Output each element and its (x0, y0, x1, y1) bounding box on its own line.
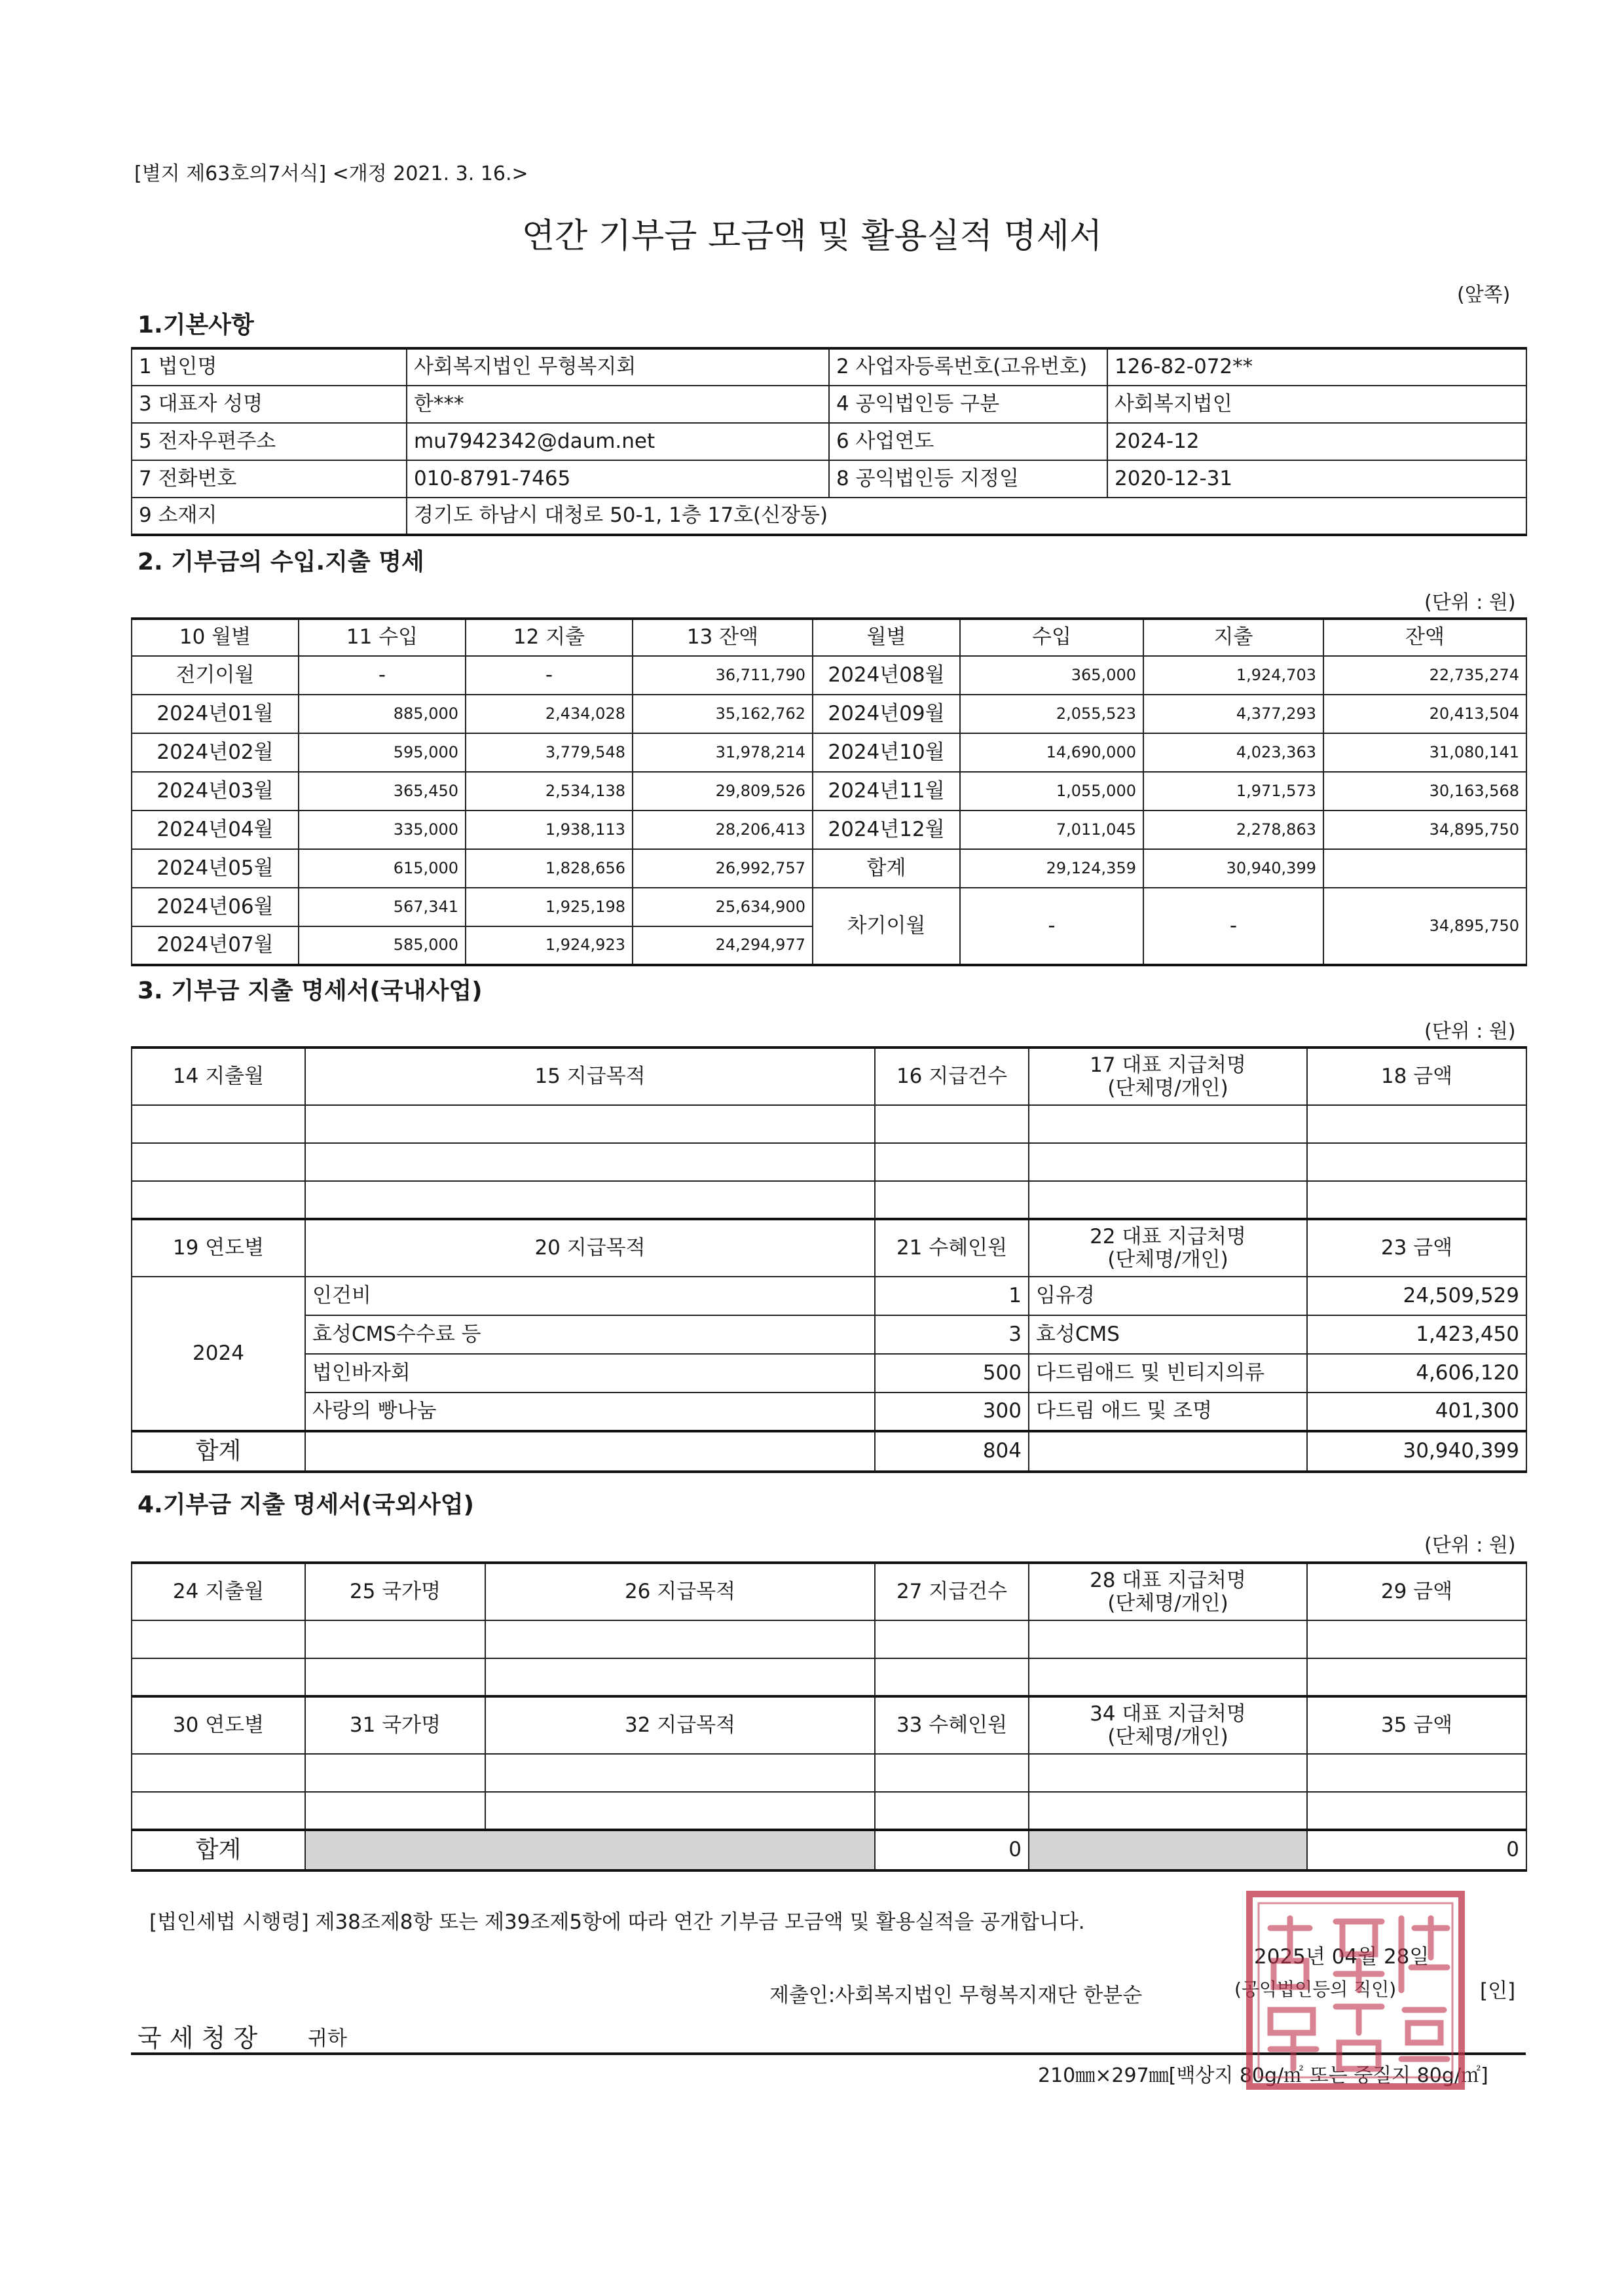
header-line: 17 대표 지급처명 (1090, 1053, 1246, 1078)
column-header (1029, 1219, 1307, 1277)
balance-cell (1323, 849, 1526, 888)
month-cell: 2024년09월 (813, 695, 960, 733)
page-side: (앞쪽) (1457, 283, 1511, 306)
empty-cell (1307, 1754, 1526, 1792)
income-cell: 585,000 (299, 926, 466, 965)
domestic-row (132, 1315, 1526, 1354)
balance-cell: 20,413,504 (1323, 695, 1526, 733)
empty-cell (875, 1658, 1029, 1696)
income-cell: 2,055,523 (960, 695, 1143, 733)
balance-cell: 22,735,274 (1323, 656, 1526, 695)
empty-cell (305, 1792, 485, 1830)
foreign-empty-row (132, 1658, 1526, 1696)
address-value: 경기도 하남시 대청로 50-1, 1층 17호(신장동) (407, 498, 1526, 535)
income-cell: 567,341 (299, 888, 466, 926)
column-header: 26 지급목적 (485, 1563, 875, 1620)
column-header: 지출 (1143, 619, 1323, 656)
income-cell: 14,690,000 (960, 733, 1143, 772)
empty-cell (1029, 1431, 1307, 1472)
balance-cell: 34,895,750 (1323, 811, 1526, 849)
income-row (132, 888, 1526, 926)
carry-month-cell: 차기이월 (813, 888, 960, 965)
total-amount: 0 (1307, 1830, 1526, 1870)
income-cell: 595,000 (299, 733, 466, 772)
column-header: 35 금액 (1307, 1696, 1526, 1754)
domestic-row (132, 1354, 1526, 1393)
field-label: 4 공익법인등 구분 (829, 386, 1107, 423)
column-header (1029, 1696, 1307, 1754)
column-header: 13 잔액 (633, 619, 813, 656)
section-basic-title: 1.기본사항 (138, 312, 254, 338)
expense-cell: 2,534,138 (466, 772, 633, 811)
column-header: 16 지급건수 (875, 1048, 1029, 1105)
expense-cell: 1,828,656 (466, 849, 633, 888)
expense-cell: 1,938,113 (466, 811, 633, 849)
expense-cell: 2,278,863 (1143, 811, 1323, 849)
domestic-year-header-row (132, 1219, 1526, 1277)
payee-cell: 다드림 애드 및 조명 (1029, 1393, 1307, 1431)
amount-cell: 1,423,450 (1307, 1315, 1526, 1354)
empty-cell (485, 1754, 875, 1792)
income-row (132, 849, 1526, 888)
empty-cell (305, 1754, 485, 1792)
seal-mark: [인] (1480, 1979, 1516, 2003)
month-cell: 2024년11월 (813, 772, 960, 811)
field-value: 한*** (407, 386, 829, 423)
empty-cell (132, 1105, 305, 1143)
empty-cell (132, 1620, 305, 1658)
empty-cell (1029, 1658, 1307, 1696)
income-row (132, 656, 1526, 695)
income-cell: 365,450 (299, 772, 466, 811)
balance-cell: 31,978,214 (633, 733, 813, 772)
income-cell: 1,055,000 (960, 772, 1143, 811)
foreign-year-empty-row (132, 1792, 1526, 1830)
income-expense-table (131, 617, 1527, 966)
basic-info-row (132, 348, 1526, 386)
empty-cell (875, 1754, 1029, 1792)
income-row (132, 695, 1526, 733)
empty-cell (132, 1792, 305, 1830)
income-cell: 365,000 (960, 656, 1143, 695)
empty-cell (1029, 1620, 1307, 1658)
balance-cell: 29,809,526 (633, 772, 813, 811)
empty-cell (875, 1620, 1029, 1658)
empty-cell (875, 1181, 1029, 1219)
expense-cell: 4,023,363 (1143, 733, 1323, 772)
column-header (1029, 1563, 1307, 1620)
income-cell: 885,000 (299, 695, 466, 733)
empty-cell (305, 1620, 485, 1658)
balance-cell: 31,080,141 (1323, 733, 1526, 772)
field-value: 사회복지법인 (1107, 386, 1526, 423)
field-label: 7 전화번호 (132, 460, 407, 498)
empty-cell (1307, 1105, 1526, 1143)
count-cell: 300 (875, 1393, 1029, 1431)
expense-cell: - (466, 656, 633, 695)
submitter: 제출인:사회복지법인 무형복지재단 한분순 (769, 1984, 1143, 2007)
empty-cell (305, 1181, 875, 1219)
payee-cell: 임유경 (1029, 1277, 1307, 1315)
submit-date: 2025년 04월 28일 (1254, 1945, 1430, 1969)
amount-cell: 24,509,529 (1307, 1277, 1526, 1315)
month-cell: 2024년07월 (132, 926, 299, 965)
balance-cell: 25,634,900 (633, 888, 813, 926)
field-label: 8 공익법인등 지정일 (829, 460, 1107, 498)
empty-cell (875, 1792, 1029, 1830)
empty-cell (305, 1431, 875, 1472)
header-line: (단체명/개인) (1107, 1076, 1228, 1100)
empty-cell (132, 1181, 305, 1219)
empty-cell (1029, 1105, 1307, 1143)
income-row (132, 811, 1526, 849)
seal-note: (공익법인등의 직인) (1234, 1978, 1397, 2000)
column-header: 20 지급목적 (305, 1219, 875, 1277)
column-header: 32 지급목적 (485, 1696, 875, 1754)
payee-cell: 효성CMS (1029, 1315, 1307, 1354)
section-foreign-title: 4.기부금 지출 명세서(국외사업) (138, 1491, 475, 1518)
expense-cell: 4,377,293 (1143, 695, 1323, 733)
month-cell: 2024년03월 (132, 772, 299, 811)
total-count: 804 (875, 1431, 1029, 1472)
column-header: 27 지급건수 (875, 1563, 1029, 1620)
column-header: 19 연도별 (132, 1219, 305, 1277)
expense-cell: 3,779,548 (466, 733, 633, 772)
empty-cell (1307, 1658, 1526, 1696)
total-label: 합계 (132, 1431, 305, 1472)
income-row (132, 733, 1526, 772)
balance-cell: 24,294,977 (633, 926, 813, 965)
law-statement: [법인세법 시행령] 제38조제8항 또는 제39조제5항에 따라 연간 기부금 모금액 및 활용실적을 공개합니다. (149, 1910, 1085, 1934)
domestic-empty-row (132, 1181, 1526, 1219)
section-domestic-title: 3. 기부금 지출 명세서(국내사업) (138, 977, 483, 1004)
header-line: (단체명/개인) (1107, 1591, 1228, 1615)
field-value: mu7942342@daum.net (407, 423, 829, 460)
month-cell: 2024년10월 (813, 733, 960, 772)
column-header: 31 국가명 (305, 1696, 485, 1754)
column-header: 21 수혜인원 (875, 1219, 1029, 1277)
expense-cell: 30,940,399 (1143, 849, 1323, 888)
basic-info-row (132, 386, 1526, 423)
column-header: 수입 (960, 619, 1143, 656)
honorific: 귀하 (308, 2027, 347, 2050)
empty-cell (305, 1105, 875, 1143)
header-line: (단체명/개인) (1107, 1247, 1228, 1271)
shaded-cell (1029, 1830, 1307, 1870)
header-line: 28 대표 지급처명 (1090, 1569, 1246, 1593)
empty-cell (485, 1792, 875, 1830)
section-income-title: 2. 기부금의 수입.지출 명세 (138, 549, 424, 575)
empty-cell (485, 1658, 875, 1696)
column-header: 11 수입 (299, 619, 466, 656)
field-value: 2024-12 (1107, 423, 1526, 460)
domestic-row (132, 1393, 1526, 1431)
domestic-row (132, 1277, 1526, 1315)
empty-cell (1029, 1143, 1307, 1181)
count-cell: 500 (875, 1354, 1029, 1393)
column-header: 33 수혜인원 (875, 1696, 1029, 1754)
carry-expense-cell: - (1143, 888, 1323, 965)
column-header: 월별 (813, 619, 960, 656)
column-header: 14 지출월 (132, 1048, 305, 1105)
payee-cell: 다드림애드 및 빈티지의류 (1029, 1354, 1307, 1393)
purpose-cell: 법인바자회 (305, 1354, 875, 1393)
column-header: 25 국가명 (305, 1563, 485, 1620)
expense-cell: 2,434,028 (466, 695, 633, 733)
purpose-cell: 사랑의 빵나눔 (305, 1393, 875, 1431)
domestic-empty-row (132, 1143, 1526, 1181)
column-header: 12 지출 (466, 619, 633, 656)
income-cell: 335,000 (299, 811, 466, 849)
field-value: 2020-12-31 (1107, 460, 1526, 498)
foreign-header-row (132, 1563, 1526, 1620)
foreign-empty-row (132, 1620, 1526, 1658)
month-cell: 합계 (813, 849, 960, 888)
column-header: 잔액 (1323, 619, 1526, 656)
income-cell: - (299, 656, 466, 695)
empty-cell (1307, 1620, 1526, 1658)
expense-cell: 1,971,573 (1143, 772, 1323, 811)
amount-cell: 401,300 (1307, 1393, 1526, 1431)
purpose-cell: 효성CMS수수료 등 (305, 1315, 875, 1354)
total-label: 합계 (132, 1830, 305, 1870)
empty-cell (1307, 1792, 1526, 1830)
field-label: 3 대표자 성명 (132, 386, 407, 423)
carry-income-cell: - (960, 888, 1143, 965)
balance-cell: 30,163,568 (1323, 772, 1526, 811)
domestic-header-row (132, 1048, 1526, 1105)
expense-cell: 1,924,923 (466, 926, 633, 965)
column-header: 23 금액 (1307, 1219, 1526, 1277)
balance-cell: 35,162,762 (633, 695, 813, 733)
domestic-unit: (단위 : 원) (1424, 1020, 1516, 1043)
balance-cell: 36,711,790 (633, 656, 813, 695)
empty-cell (305, 1658, 485, 1696)
count-cell: 1 (875, 1277, 1029, 1315)
month-cell: 2024년04월 (132, 811, 299, 849)
column-header: 15 지급목적 (305, 1048, 875, 1105)
count-cell: 3 (875, 1315, 1029, 1354)
domestic-empty-row (132, 1105, 1526, 1143)
empty-cell (1029, 1792, 1307, 1830)
addressee: 국 세 청 장 (138, 2024, 258, 2052)
header-line: 22 대표 지급처명 (1090, 1225, 1246, 1249)
domestic-total-row (132, 1431, 1526, 1472)
expense-cell: 1,924,703 (1143, 656, 1323, 695)
expense-cell: 1,925,198 (466, 888, 633, 926)
column-header: 18 금액 (1307, 1048, 1526, 1105)
page-title: 연간 기부금 모금액 및 활용실적 명세서 (521, 217, 1103, 256)
total-amount: 30,940,399 (1307, 1431, 1526, 1472)
shaded-cell (305, 1830, 875, 1870)
column-header: 10 월별 (132, 619, 299, 656)
purpose-cell: 인건비 (305, 1277, 875, 1315)
empty-cell (1029, 1754, 1307, 1792)
carry-balance-cell: 34,895,750 (1323, 888, 1526, 965)
foreign-total-row (132, 1830, 1526, 1870)
month-cell: 2024년08월 (813, 656, 960, 695)
empty-cell (132, 1754, 305, 1792)
field-value: 126-82-072** (1107, 348, 1526, 386)
header-line: 34 대표 지급처명 (1090, 1702, 1246, 1726)
total-count: 0 (875, 1830, 1029, 1870)
income-unit: (단위 : 원) (1424, 591, 1516, 614)
field-label: 9 소재지 (132, 498, 407, 535)
income-cell: 615,000 (299, 849, 466, 888)
empty-cell (305, 1143, 875, 1181)
field-label: 2 사업자등록번호(고유번호) (829, 348, 1107, 386)
basic-info-row (132, 423, 1526, 460)
balance-cell: 26,992,757 (633, 849, 813, 888)
field-label: 1 법인명 (132, 348, 407, 386)
month-cell: 2024년02월 (132, 733, 299, 772)
month-cell: 2024년06월 (132, 888, 299, 926)
column-header: 29 금액 (1307, 1563, 1526, 1620)
basic-info-row (132, 498, 1526, 535)
year-cell: 2024 (132, 1277, 305, 1431)
income-cell: 29,124,359 (960, 849, 1143, 888)
empty-cell (485, 1620, 875, 1658)
balance-cell: 28,206,413 (633, 811, 813, 849)
official-seal-stamp (1244, 1889, 1467, 2092)
column-header: 24 지출월 (132, 1563, 305, 1620)
empty-cell (1307, 1181, 1526, 1219)
empty-cell (132, 1143, 305, 1181)
basic-info-table (131, 347, 1527, 536)
month-cell: 2024년12월 (813, 811, 960, 849)
field-value: 010-8791-7465 (407, 460, 829, 498)
column-header (1029, 1048, 1307, 1105)
empty-cell (132, 1658, 305, 1696)
month-cell: 2024년01월 (132, 695, 299, 733)
month-cell: 2024년05월 (132, 849, 299, 888)
month-cell: 전기이월 (132, 656, 299, 695)
income-row (132, 772, 1526, 811)
income-cell: 7,011,045 (960, 811, 1143, 849)
foreign-unit: (단위 : 원) (1424, 1534, 1516, 1557)
income-header-row (132, 619, 1526, 656)
foreign-year-empty-row (132, 1754, 1526, 1792)
field-label: 5 전자우편주소 (132, 423, 407, 460)
empty-cell (1307, 1143, 1526, 1181)
foreign-table (131, 1561, 1527, 1872)
empty-cell (875, 1105, 1029, 1143)
foreign-year-header-row (132, 1696, 1526, 1754)
field-label: 6 사업연도 (829, 423, 1107, 460)
amount-cell: 4,606,120 (1307, 1354, 1526, 1393)
basic-info-row (132, 460, 1526, 498)
paper-spec: 210㎜×297㎜[백상지 80g/㎡ 또는 중질지 80g/㎡] (1038, 2064, 1488, 2087)
empty-cell (875, 1143, 1029, 1181)
empty-cell (1029, 1181, 1307, 1219)
header-line: (단체명/개인) (1107, 1724, 1228, 1749)
column-header: 30 연도별 (132, 1696, 305, 1754)
field-value: 사회복지법인 무형복지회 (407, 348, 829, 386)
domestic-table (131, 1046, 1527, 1473)
form-reference: [별지 제63호의7서식] <개정 2021. 3. 16.> (134, 162, 528, 185)
